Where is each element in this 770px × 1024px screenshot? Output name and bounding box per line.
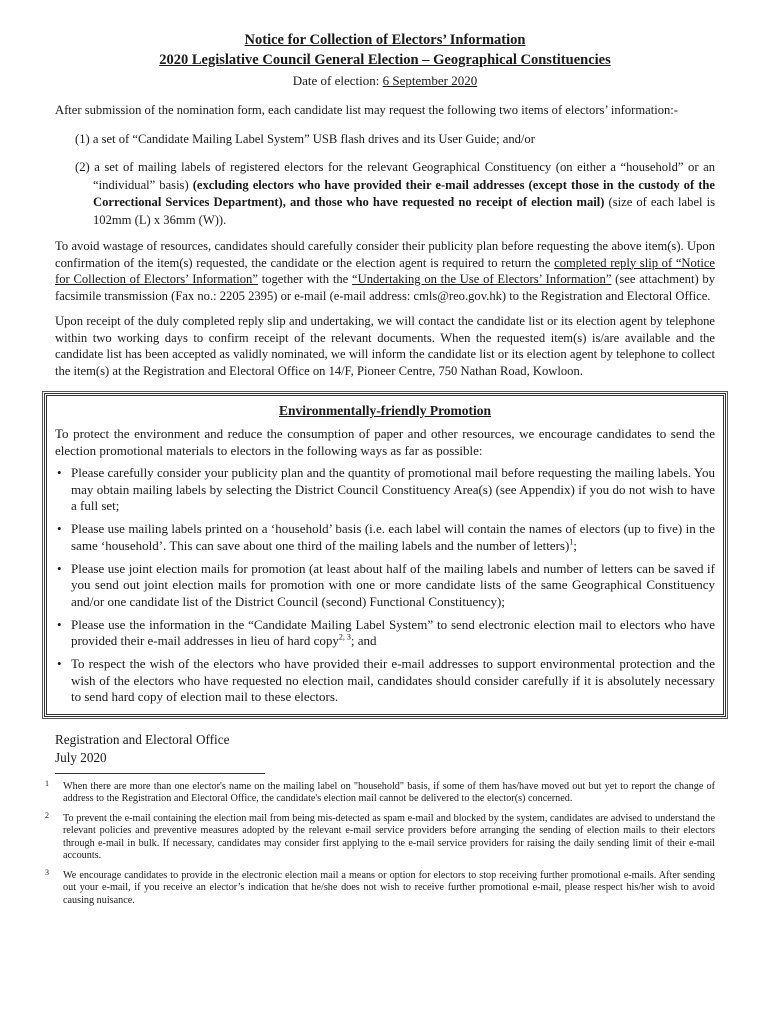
bullet-icon: •: [57, 656, 62, 671]
undertaking-reference: “Undertaking on the Use of Electors’ Information”: [352, 272, 612, 286]
election-title: 2020 Legislative Council General Election – Geographical Constituencies: [159, 52, 611, 68]
bullet-icon: •: [57, 616, 62, 632]
eco-promotion-title: Environmentally-friendly Promotion: [278, 403, 492, 418]
footnote-ref-1: 1: [569, 537, 574, 547]
eco-promotion-intro: To protect the environment and reduce the consumption of paper and other resources, we encourage candidates to send the election promotional materials to electors in the following ways as far as possible:: [55, 426, 715, 458]
wastage-paragraph: [55, 238, 715, 304]
footnote-number: 1: [45, 778, 49, 788]
list-item: [55, 561, 715, 611]
bullet-text-1: Please carefully consider your publicity plan and the quantity of promotional mail before requesting the mailing labels. You may obtain mailing labels by selecting the District Council Constituency Area(s) (see Appendix) if you do not wish to have a full set;: [71, 465, 715, 513]
item2-text-a: (2) a set of mailing labels of registered electors for the relevant Geographical Constituency (on either a “household” or an “individual” basis): [75, 160, 715, 192]
list-item: [55, 617, 715, 650]
bullet-text-4-end: ; and: [350, 633, 377, 648]
footnote-text: When there are more than one elector's name on the mailing label on "household" basis, if some of them has/have moved out but yet to report the change of address to the Registration and Electoral Office, the candidate's election mail cannot be delivered to the elector(s) concerned.: [63, 780, 715, 804]
bullet-icon: •: [57, 521, 62, 536]
para1-text-a: To avoid wastage of resources, candidates should carefully consider their publicity plan before requesting the above item(s). Upon confirmation of the item(s) requested, the candidate or the election agent is required to return the: [55, 239, 715, 270]
signature-block: [55, 731, 715, 767]
collection-paragraph: Upon receipt of the duly completed reply slip and undertaking, we will contact the candidate list or its election agent by telephone within two working days to confirm receipt of the relevant documents. When the requested item(s) is/are available and the candidate list has been accepted as validly nominated, we will inform the candidate list or its election agent by telephone to collect the item(s) at the Registration and Electoral Office on 14/F, Pioneer Centre, 750 Nathan Road, Kowloon.: [55, 314, 715, 378]
intro-paragraph: After submission of the nomination form, each candidate list may request the following two items of electors’ information:-: [55, 103, 679, 117]
list-item: [55, 521, 715, 554]
eco-promotion-list: [55, 465, 715, 706]
bullet-text-5: To respect the wish of the electors who have provided their e-mail addresses to support environmental protection and the wish of the electors who have requested no election mail, candidates should consider carefully if it is absolutely necessary to send hard copy of election mail to these electors.: [71, 656, 715, 704]
bullet-text-3: Please use joint election mails for promotion (at least about half of the mailing labels and number of letters can be saved if you send out joint election mails for promotion with one or more candidate lists of the same Geographical Constituency and/or one candidate list of the District Council (second) Functional Constituency);: [71, 560, 715, 609]
eco-promotion-box: [44, 393, 726, 717]
item2-text-b: (size of each label is 102mm (L) x 36mm (W)).: [93, 195, 715, 227]
para1-text-c: (see attachment) by facsimile transmission (Fax no.: 2205 2395) or e-mail (e-mail address: cmls@reo.gov.hk) to the Registration and Electoral Office.: [55, 272, 715, 303]
item2-exclusion: (excluding electors who have provided their e-mail addresses (except those in the custody of the Correctional Services Department), and those who have requested no receipt of election mail): [93, 177, 715, 209]
list-item: [55, 656, 715, 706]
reply-slip-reference: completed reply slip of “Notice for Collection of Electors’ Information”: [55, 255, 715, 286]
footnote-2: [45, 810, 715, 863]
election-date: [55, 72, 715, 90]
signature-date: July 2020: [55, 749, 107, 765]
bullet-text-2-end: ;: [573, 537, 577, 553]
footnote-number: 3: [45, 867, 49, 877]
date-value: 6 September 2020: [382, 73, 478, 88]
bullet-icon: •: [57, 560, 62, 576]
list-item: [55, 465, 715, 515]
bullet-text-4: Please use the information in the “Candidate Mailing Label System” to send electronic election mail to electors who have provided their e-mail addresses in lieu of hard copy: [71, 616, 715, 648]
signature-office: Registration and Electoral Office: [55, 731, 230, 747]
footnote-text: We encourage candidates to provide in the electronic election mail a means or option for electors to stop receiving further promotional e-mails. After sending out your e-mail, if you receive an elector’s indication that he/she does not wish to receive further promotional e-mail, please respect his/her wish to avoid causing nuisance.: [63, 869, 715, 906]
bullet-icon: •: [57, 465, 62, 480]
bullet-text-2: Please use mailing labels printed on a ‘household’ basis (i.e. each label will contain the names of electors (up to five) in the same ‘household’. This can save about one third of the mailing labels and the number of letters): [71, 521, 715, 553]
notice-title: Notice for Collection of Electors’ Information: [244, 32, 526, 48]
footnote-1: [45, 778, 715, 806]
item-usb-drives: (1) a set of “Candidate Mailing Label System” USB flash drives and its User Guide; and/or: [75, 131, 535, 146]
footnote-number: 2: [45, 810, 49, 820]
date-label: Date of election:: [292, 73, 383, 88]
footnote-text: To prevent the e-mail containing the election mail from being mis-detected as spam e-mail and blocked by the system, candidates are advised to understand the relevant policies and preventive measures adopted by the relevant e-mail service providers before arranging the sending of election mails to their electors through e-mail in bulk. If necessary, candidates may consider first applying to the e-mail service providers for raising the daily sending limit of their e-mail accounts.: [63, 812, 715, 861]
para1-text-b: together with the: [257, 272, 353, 286]
footnote-ref-2-3: 2, 3: [338, 632, 351, 642]
item-mailing-labels: [55, 159, 715, 229]
footnote-3: [45, 867, 715, 908]
footnote-divider: [55, 773, 265, 774]
